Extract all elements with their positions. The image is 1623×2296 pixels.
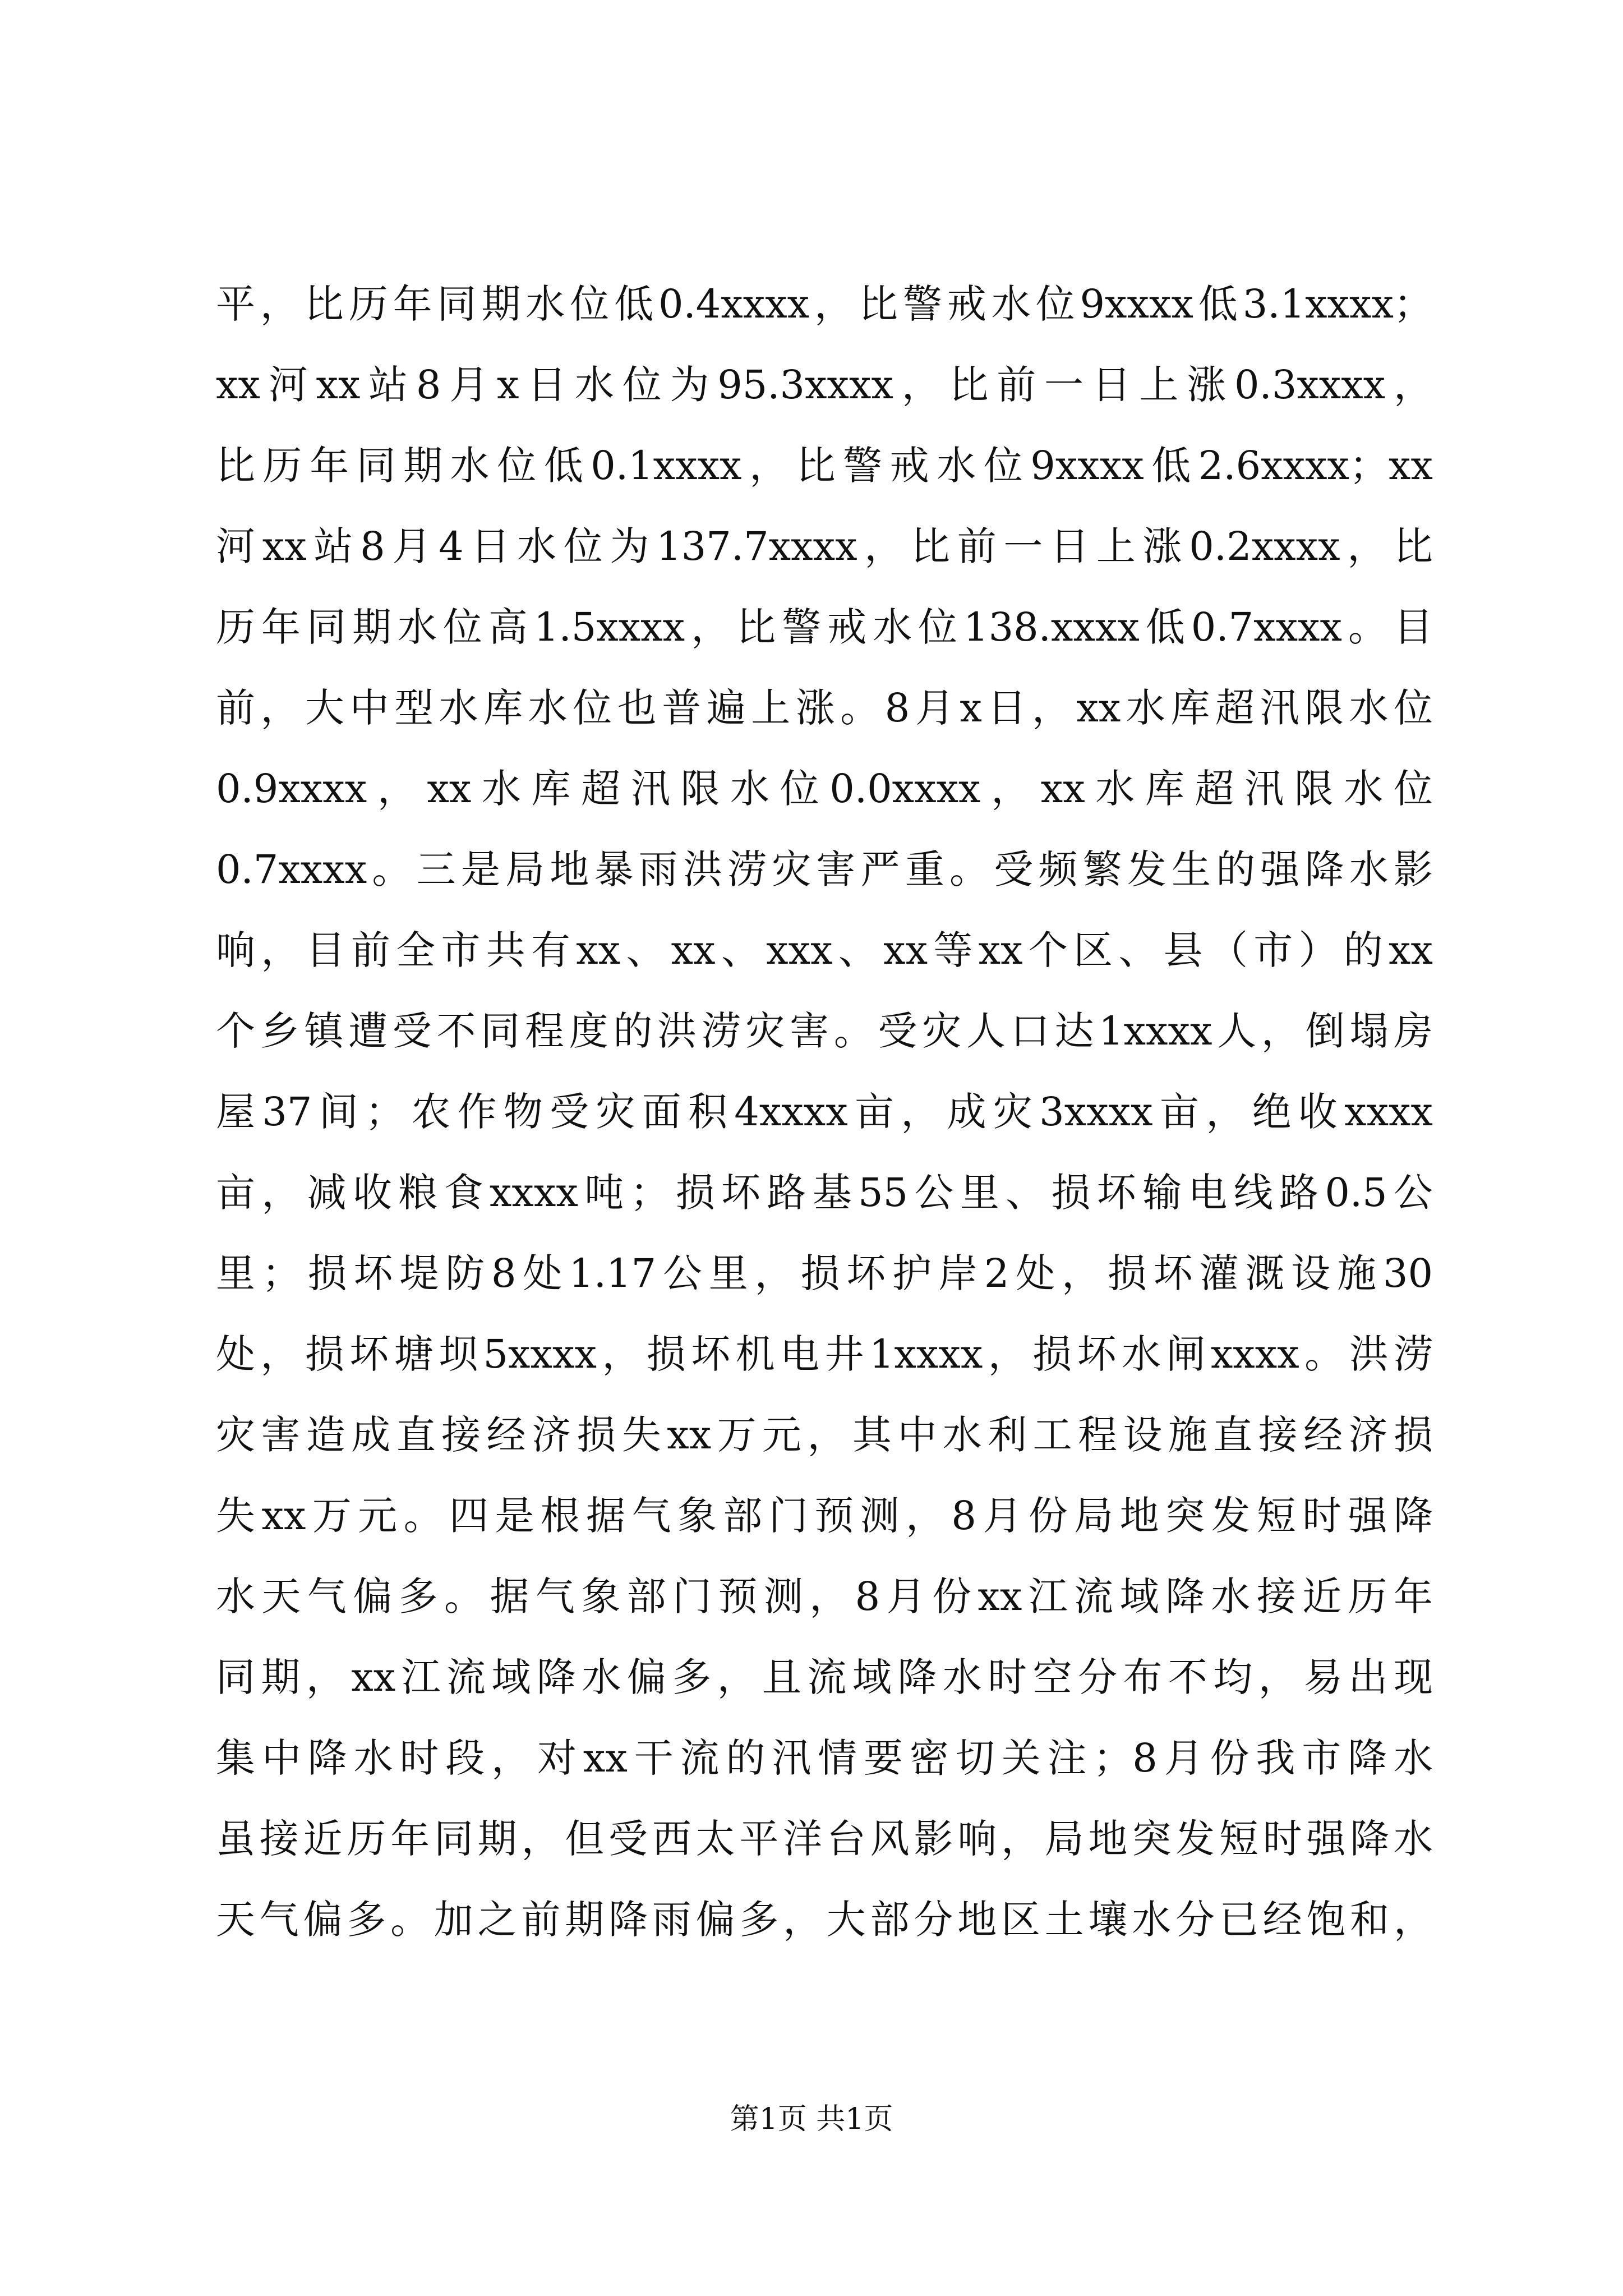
- text-line: 处，损坏塘坝5xxxx，损坏机电井1xxxx，损坏水闸xxxx。洪涝: [216, 1331, 1433, 1377]
- text-line: 个乡镇遭受不同程度的洪涝灾害。受灾人口达1xxxx人，倒塌房: [216, 1008, 1433, 1054]
- text-line: 河xx站8月4日水位为137.7xxxx，比前一日上涨0.2xxxx，比: [216, 523, 1433, 569]
- text-line: 历年同期水位高1.5xxxx，比警戒水位138.xxxx低0.7xxxx。目: [216, 604, 1433, 650]
- text-line: 平，比历年同期水位低0.4xxxx，比警戒水位9xxxx低3.1xxxx；: [216, 281, 1433, 327]
- text-line: 集中降水时段，对xx干流的汛情要密切关注；8月份我市降水: [216, 1735, 1433, 1781]
- text-line: 0.9xxxx，xx水库超汛限水位0.0xxxx，xx水库超汛限水位: [216, 766, 1433, 812]
- text-line: 0.7xxxx。三是局地暴雨洪涝灾害严重。受频繁发生的强降水影: [216, 846, 1433, 892]
- text-line: xx河xx站8月x日水位为95.3xxxx，比前一日上涨0.3xxxx，: [216, 362, 1433, 408]
- page-footer: 第1页 共1页: [730, 2102, 893, 2136]
- body-text: [216, 264, 1433, 1960]
- text-line: 亩，减收粮食xxxx吨；损坏路基55公里、损坏输电线路0.5公: [216, 1170, 1433, 1216]
- text-line: 灾害造成直接经济损失xx万元，其中水利工程设施直接经济损: [216, 1412, 1433, 1458]
- text-line: 前，大中型水库水位也普遍上涨。8月x日，xx水库超汛限水位: [216, 685, 1433, 731]
- text-line: 天气偏多。加之前期降雨偏多，大部分地区土壤水分已经饱和，: [216, 1897, 1433, 1943]
- text-line: 水天气偏多。据气象部门预测，8月份xx江流域降水接近历年: [216, 1573, 1433, 1619]
- text-line: 响，目前全市共有xx、xx、xxx、xx等xx个区、县（市）的xx: [216, 927, 1433, 973]
- text-line: 同期，xx江流域降水偏多，且流域降水时空分布不均，易出现: [216, 1654, 1433, 1700]
- text-line: 比历年同期水位低0.1xxxx，比警戒水位9xxxx低2.6xxxx；xx: [216, 443, 1433, 489]
- text-line: 里；损坏堤防8处1.17公里，损坏护岸2处，损坏灌溉设施30: [216, 1250, 1433, 1296]
- text-line: 虽接近历年同期，但受西太平洋台风影响，局地突发短时强降水: [216, 1816, 1433, 1862]
- text-line: 失xx万元。四是根据气象部门预测，8月份局地突发短时强降: [216, 1493, 1433, 1539]
- text-line: 屋37间；农作物受灾面积4xxxx亩，成灾3xxxx亩，绝收xxxx: [216, 1089, 1433, 1135]
